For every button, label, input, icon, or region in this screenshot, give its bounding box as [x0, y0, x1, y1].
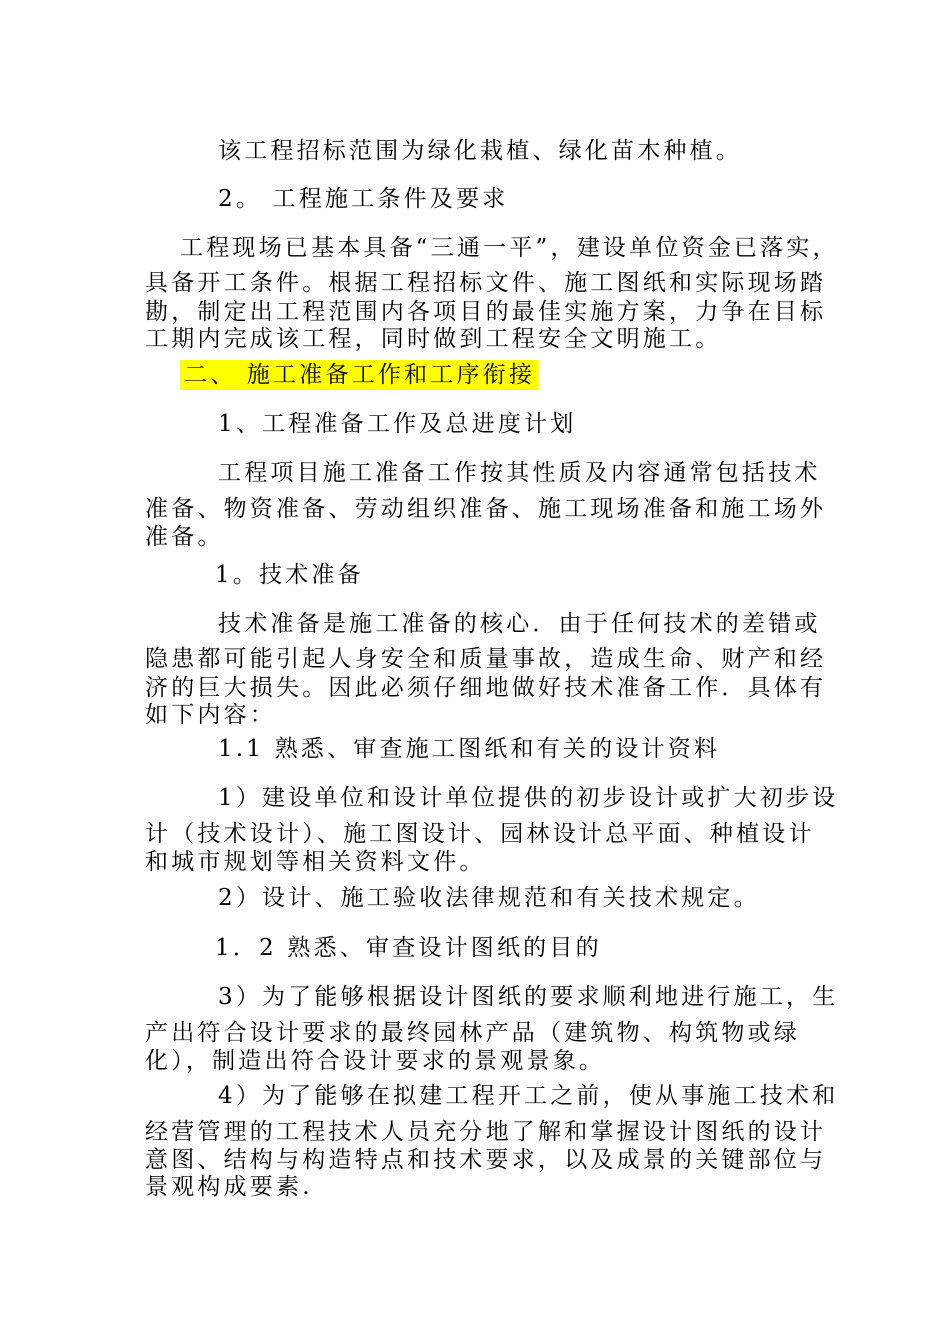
- paragraph-site-line-3: 勘，制定出工程范围内各项目的最佳实施方案，力争在目标: [145, 299, 827, 325]
- item-4-line-2: 经营管理的工程技术人员充分地了解和掌握设计图纸的设计: [145, 1119, 827, 1145]
- item-3-line-3: 化），制造出符合设计要求的景观景象。: [145, 1048, 606, 1074]
- paragraph-tech-line-1: 技术准备是施工准备的核心．由于任何技术的差错或: [218, 611, 821, 637]
- heading-construction-conditions: 2。 工程施工条件及要求: [218, 186, 509, 212]
- item-4-line-4: 景观构成要素.: [145, 1174, 313, 1200]
- item-1-line-3: 和城市规划等相关资料文件。: [145, 849, 486, 875]
- paragraph-tech-line-3: 济的巨大损失。因此必须仔细地做好技术准备工作．具体有: [145, 675, 827, 701]
- paragraph-tech-line-2: 隐患都可能引起人身安全和质量事故，造成生命、财产和经: [145, 646, 827, 672]
- paragraph-prep-line-2: 准备、物资准备、劳动组织准备、施工现场准备和施工场外: [145, 496, 827, 522]
- heading-1-2: 1．2 熟悉、审查设计图纸的目的: [215, 935, 602, 961]
- heading-preparation-schedule: 1、工程准备工作及总进度计划: [218, 411, 577, 437]
- item-1-line-2: 计（技术设计）、施工图设计、园林设计总平面、种植设计: [145, 821, 815, 847]
- item-4-line-3: 意图、结构与构造特点和技术要求，以及成景的关键部位与: [145, 1147, 827, 1173]
- paragraph-prep-line-1: 工程项目施工准备工作按其性质及内容通常包括技术: [218, 460, 821, 486]
- paragraph-site-line-4: 工期内完成该工程，同时做到工程安全文明施工。: [145, 326, 722, 352]
- item-2: 2）设计、施工验收法律规范和有关技术规定。: [218, 885, 760, 911]
- item-3-line-2: 产出符合设计要求的最终园林产品（建筑物、构筑物或绿: [145, 1020, 800, 1046]
- highlighted-heading: 二、 施工准备工作和工序衔接: [180, 360, 539, 390]
- paragraph-site-line-2: 具备开工条件。根据工程招标文件、施工图纸和实际现场踏: [145, 270, 827, 296]
- item-1-line-1: 1）建设单位和设计单位提供的初步设计或扩大初步设: [218, 785, 839, 811]
- item-4-line-1: 4）为了能够在拟建工程开工之前，使从事施工技术和: [218, 1083, 839, 1109]
- section-heading-2: [180, 360, 539, 390]
- paragraph-prep-line-3: 准备。: [145, 524, 224, 550]
- heading-1-1: 1.1 熟悉、审查施工图纸和有关的设计资料: [218, 736, 721, 762]
- paragraph-tech-line-4: 如下内容：: [145, 702, 276, 728]
- heading-technical-prep: 1。技术准备: [215, 562, 364, 588]
- paragraph-scope: 该工程招标范围为绿化栽植、绿化苗木种植。: [218, 138, 742, 164]
- item-3-line-1: 3）为了能够根据设计图纸的要求顺利地进行施工，生: [218, 984, 839, 1010]
- paragraph-site-line-1: 工程现场已基本具备“三通一平”，建设单位资金已落实，: [180, 235, 839, 261]
